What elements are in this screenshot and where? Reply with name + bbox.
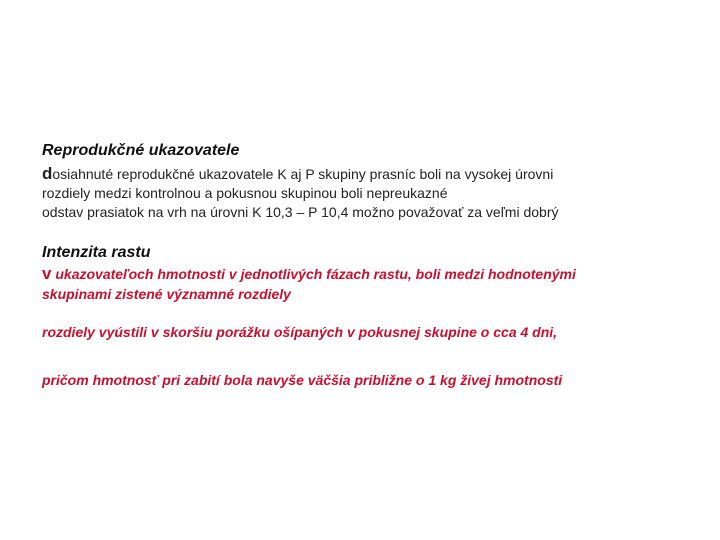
reproduction-line-1-text: osiahnuté reprodukčné ukazovatele K aj P skupiny prasníc boli na vysokej úrovni [52, 166, 554, 182]
reproduction-line-2: rozdiely medzi kontrolnou a pokusnou skupinou boli nepreukazné [42, 185, 448, 201]
growth-section [42, 243, 700, 304]
growth-line-1 [42, 264, 700, 284]
reproduction-line-3: odstav prasiatok na vrh na úrovni K 10,3 – P 10,4 možno považovať za veľmi dobrý [42, 204, 559, 220]
growth-line-1-initial: v [42, 264, 52, 283]
reproduction-section [42, 141, 700, 222]
growth-line-2: skupinami zistené významné rozdiely [42, 286, 291, 302]
reproduction-line-1 [42, 164, 700, 184]
growth-line-1-text: ukazovateľoch hmotnosti v jednotlivých fázach rastu, boli medzi hodnotenými [51, 266, 576, 282]
growth-result-2 [42, 370, 700, 390]
growth-result-1 [42, 322, 700, 342]
reproduction-heading: Reprodukčné ukazovatele [42, 142, 240, 159]
reproduction-line-1-initial: d [42, 164, 53, 183]
growth-heading: Intenzita rastu [42, 244, 151, 261]
growth-line-4: pričom hmotnosť pri zabití bola navyše väčšia približne o 1 kg živej hmotnosti [42, 372, 563, 388]
growth-line-3: rozdiely vyústili v skoršiu porážku ošípaných v pokusnej skupine o cca 4 dni, [42, 324, 558, 340]
